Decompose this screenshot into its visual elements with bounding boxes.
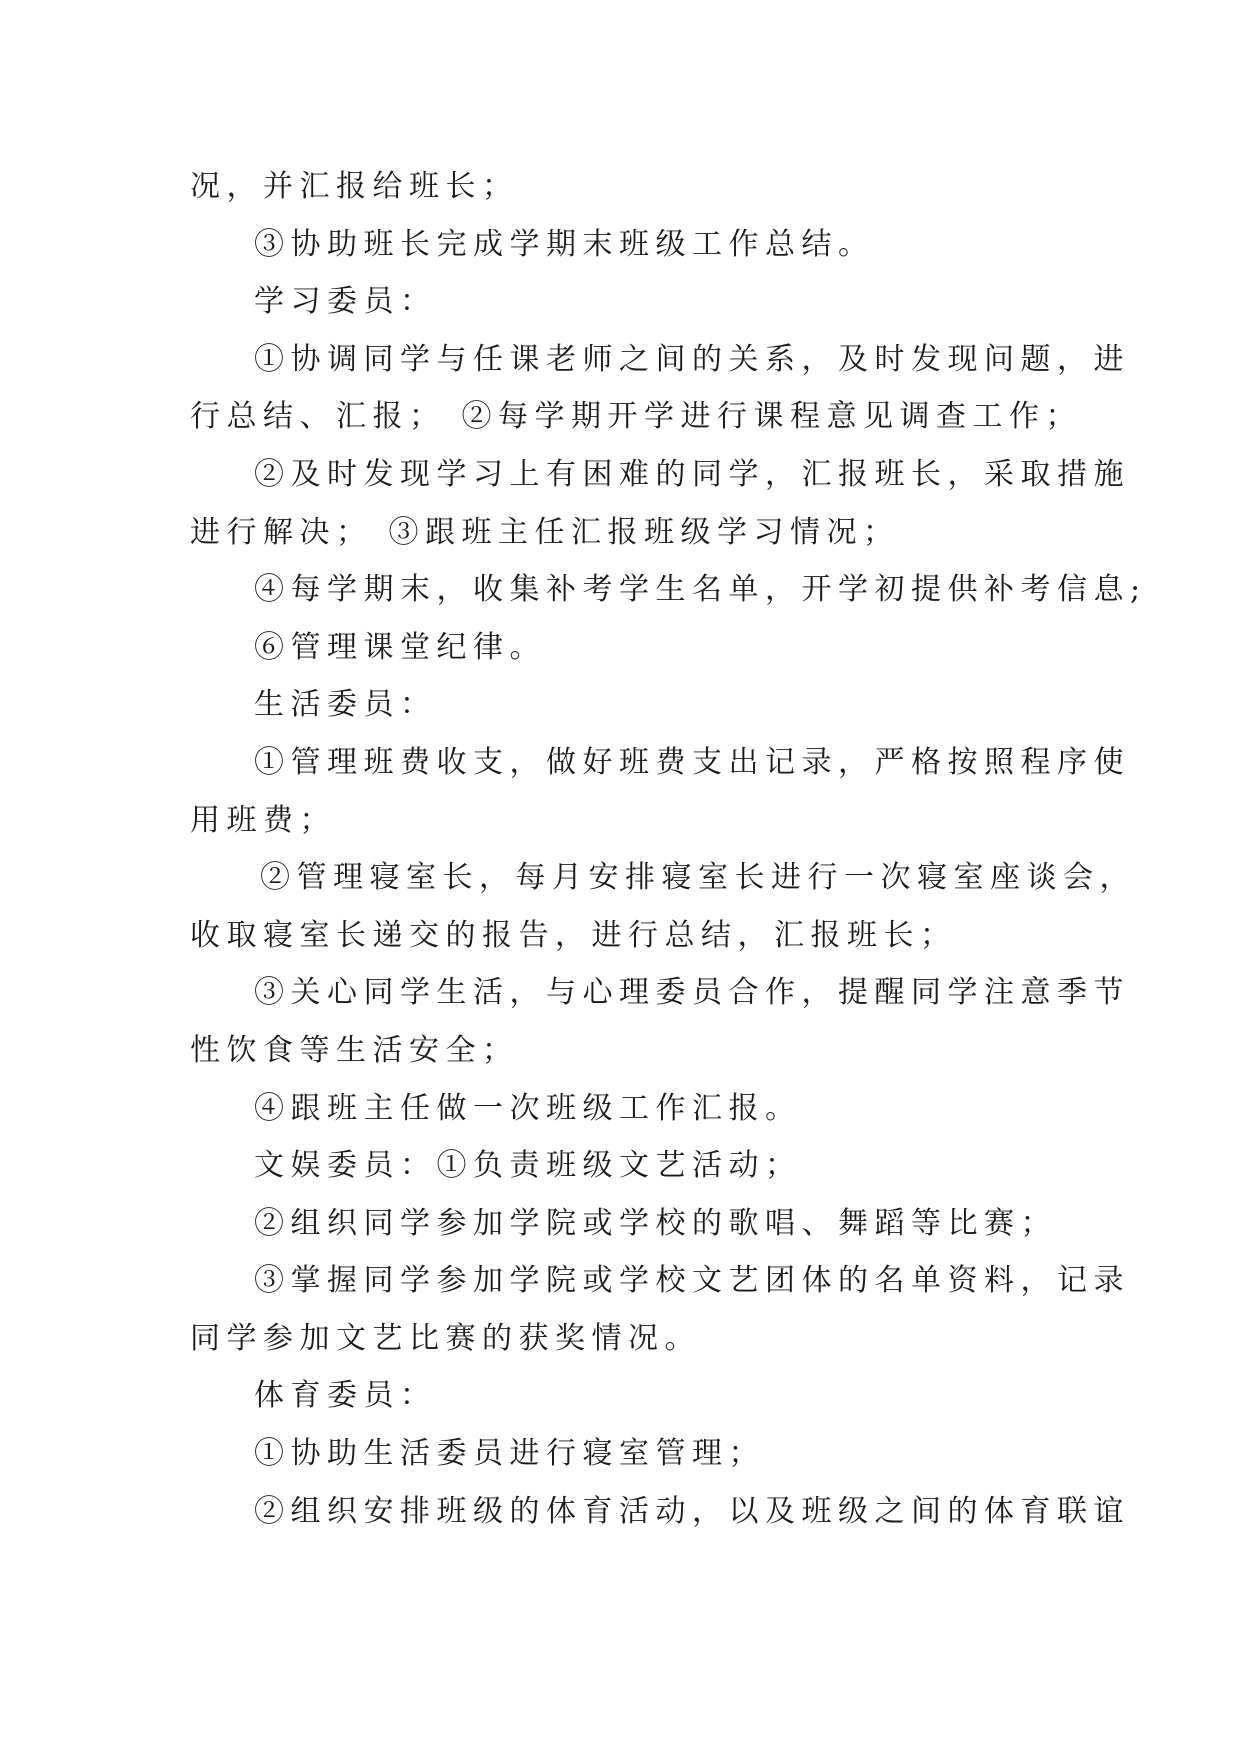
text-line: ⑥管理课堂纪律。 — [254, 629, 546, 665]
text-line: ②管理寝室长，每月安排寝室长进行一次寝室座谈会， — [260, 860, 1136, 896]
text-line: 性饮食等生活安全； — [190, 1032, 519, 1068]
text-line: 收取寝室长递交的报告，进行总结，汇报班长； — [190, 917, 957, 953]
text-line: ②组织同学参加学院或学校的歌唱、舞蹈等比赛； — [254, 1205, 1057, 1241]
text-line: ④跟班主任做一次班级工作汇报。 — [254, 1090, 802, 1126]
text-line: ④每学期末，收集补考学生名单，开学初提供补考信息; — [254, 572, 1147, 608]
text-line: ①协调同学与任课老师之间的关系，及时发现问题，进 — [254, 341, 1130, 377]
text-line: 用班费； — [190, 802, 336, 838]
section-heading-sports: 体育委员： — [254, 1378, 437, 1414]
text-line: ③关心同学生活，与心理委员合作，提醒同学注意季节 — [254, 975, 1130, 1011]
text-line: 况，并汇报给班长； — [190, 169, 519, 204]
text-line: ③掌握同学参加学院或学校文艺团体的名单资料，记录 — [254, 1263, 1130, 1299]
section-heading-study: 学习委员： — [254, 284, 437, 320]
text-line: 进行解决； ③跟班主任汇报班级学习情况； — [190, 514, 900, 550]
text-line: 同学参加文艺比赛的获奖情况。 — [190, 1320, 701, 1356]
text-line: ②及时发现学习上有困难的同学，汇报班长，采取措施 — [254, 456, 1130, 492]
section-heading-entertainment: 文娱委员：①负责班级文艺活动； — [254, 1148, 802, 1184]
text-line: ②组织安排班级的体育活动，以及班级之间的体育联谊 — [254, 1493, 1130, 1529]
text-line: ①协助生活委员进行寝室管理； — [254, 1436, 765, 1472]
section-heading-life: 生活委员： — [254, 687, 437, 723]
document-body — [190, 158, 1147, 1540]
text-line: 行总结、汇报； ②每学期开学进行课程意见调查工作； — [190, 399, 1083, 435]
text-line: ①管理班费收支，做好班费支出记录，严格按照程序使 — [254, 744, 1130, 780]
text-line: ③协助班长完成学期末班级工作总结。 — [254, 226, 875, 262]
